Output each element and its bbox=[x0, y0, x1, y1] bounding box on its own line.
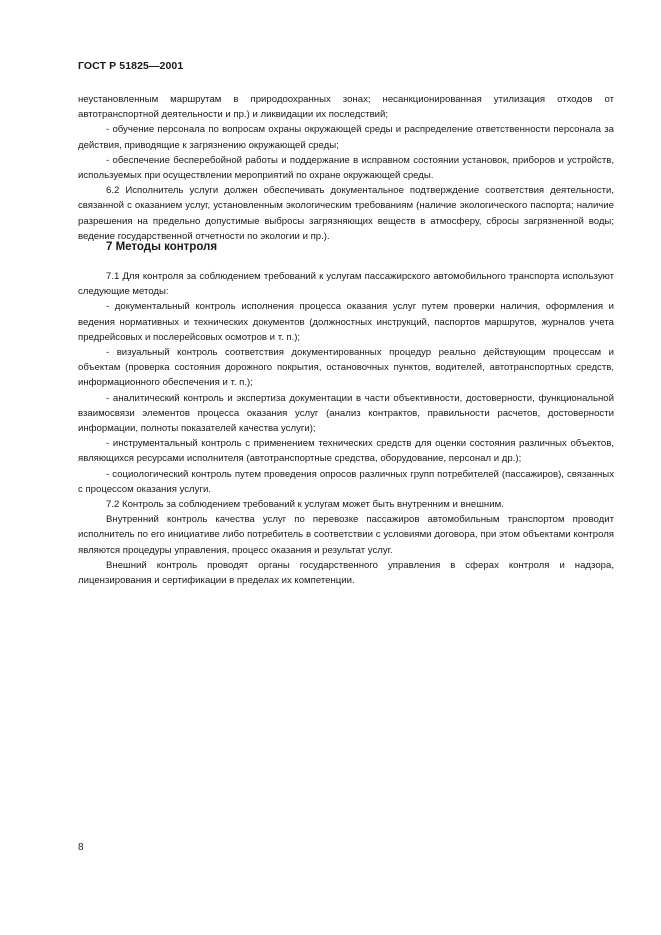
page-number: 8 bbox=[78, 842, 84, 853]
document-code: ГОСТ Р 51825—2001 bbox=[78, 60, 184, 72]
list-item: - обеспечение бесперебойной работы и поддержание в исправном состоянии установок, приборов и устройств, используемых при осуществлении мероприятий по охране окружающей среды. bbox=[78, 154, 614, 182]
list-item: - визуальный контроль соответствия документированных процедур реально действующим процессам и объектам (проверка состояния дорожного покрытия, остановочных пунктов, водителей, автотранспортных средств, информационного обеспечения и т. п.); bbox=[78, 347, 614, 389]
section-6-continuation bbox=[78, 92, 614, 244]
paragraph: 6.2 Исполнитель услуги должен обеспечивать документальное подтверждение соответствия деятельности, связанной с оказанием услуг, установленным экологическим требованиям (наличие экологического паспорта; наличие разрешения на предельно допустимые выбросы загрязняющих веществ в атмосферу, сбросы загрязненной воды; ведение государственной отчетности по экологии и пр.). bbox=[78, 185, 614, 242]
list-item: - инструментальный контроль с применением технических средств для оценки состояния различных объектов, являющихся ресурсами исполнителя (автотранспортные средства, оборудование, персонал и др.); bbox=[78, 438, 614, 465]
section-heading: 7 Методы контроля bbox=[106, 241, 218, 253]
paragraph: 7.2 Контроль за соблюдением требований к услугам может быть внутренним и внешним. bbox=[106, 499, 504, 511]
paragraph: Внешний контроль проводят органы государственного управления в сферах контроля и надзора, лицензирования и сертификации в пределах их компетенции. bbox=[78, 559, 614, 587]
list-item: - документальный контроль исполнения процесса оказания услуг путем проверки наличия, оформления и ведения нормативных и технических документов (должностных инструкций, паспортов маршрутов, журналов учета предрейсовых и послерейсовых осмотров и т. п.); bbox=[78, 301, 614, 343]
section-7-body bbox=[78, 269, 614, 588]
paragraph: Внутренний контроль качества услуг по перевозке пассажиров автомобильным транспортом проводит исполнитель по его инициативе либо потребитель в соответствии с условиями договора, при этом объектами контроля являются процедуры управления, процесс оказания и результат услуг. bbox=[78, 514, 614, 556]
paragraph: 7.1 Для контроля за соблюдением требований к услугам пассажирского автомобильного транспорта используют следующие методы: bbox=[78, 271, 614, 298]
list-item: - социологический контроль путем проведения опросов различных групп потребителей (пассажиров), связанных с процессом оказания услуги. bbox=[78, 468, 614, 495]
list-item: - обучение персонала по вопросам охраны окружающей среды и распределение ответственности персонала за действия, приводящие к загрязнению окружающей среды; bbox=[78, 124, 614, 151]
list-item: - аналитический контроль и экспертиза документации в части объективности, достоверности, функциональной взаимосвязи элементов процесса оказания услуг (анализ контрактов, правильности расчетов, достоверности информации, полноты показателей качества услуги); bbox=[78, 392, 614, 435]
paragraph: неустановленным маршрутам в природоохранных зонах; несанкционированная утилизация отходов от автотранспортной деятельности и пр.) и ликвидации их последствий; bbox=[78, 94, 614, 121]
